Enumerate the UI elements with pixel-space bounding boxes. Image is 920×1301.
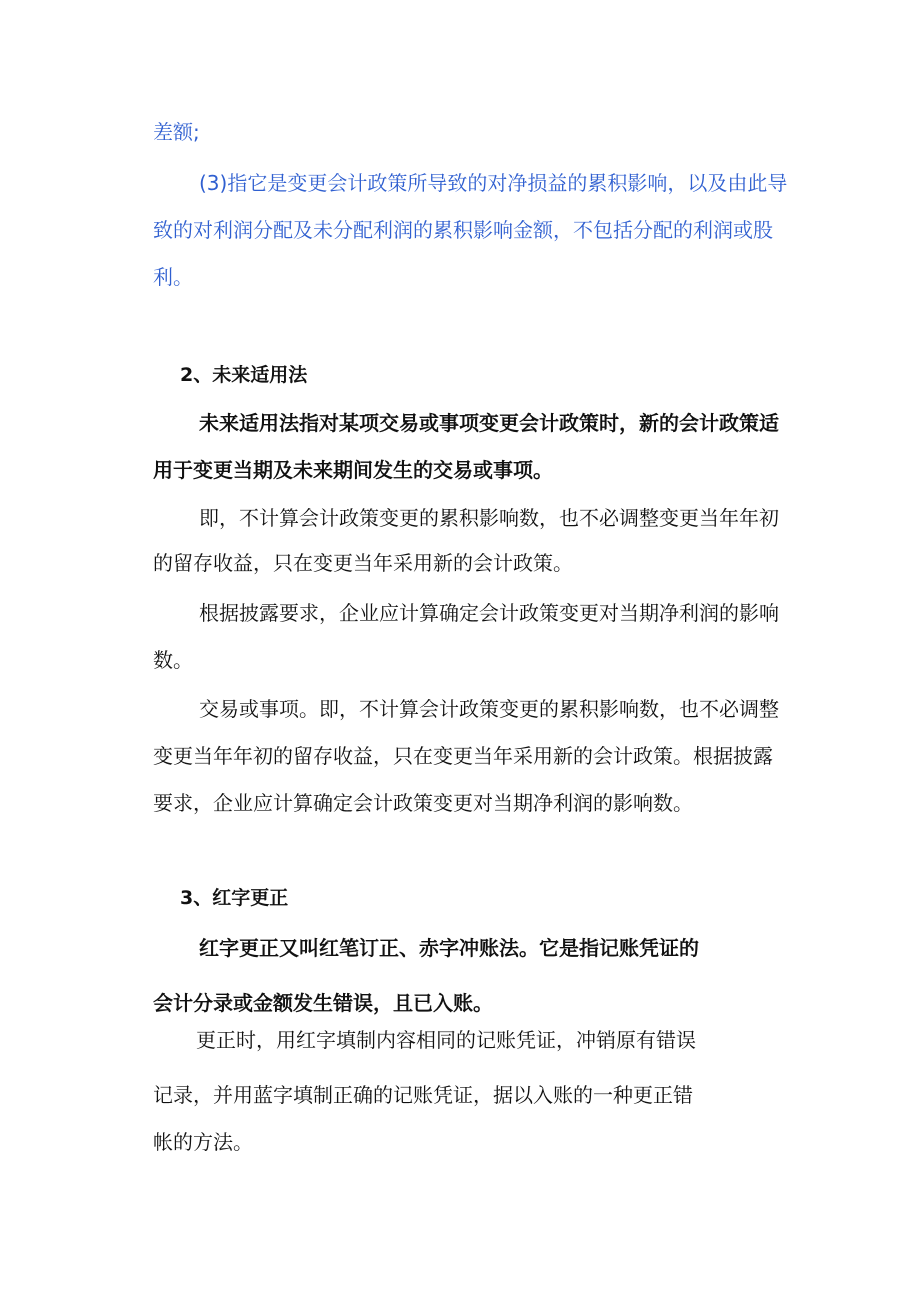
body-text-line: 变更当年年初的留存收益，只在变更当年采用新的会计政策。根据披露 [153, 744, 773, 768]
body-text-line: 交易或事项。即，不计算会计政策变更的累积影响数，也不必调整 [199, 697, 779, 721]
bold-definition-line: 红字更正又叫红笔订正、赤字冲账法。它是指记账凭证的 [199, 936, 699, 960]
section-heading: 3、红字更正 [180, 887, 289, 909]
blue-text-line: (3)指它是变更会计政策所导致的对净损益的累积影响，以及由此导 [199, 171, 788, 195]
bold-definition-line: 用于变更当期及未来期间发生的交易或事项。 [153, 458, 553, 482]
bold-definition-line: 未来适用法指对某项交易或事项变更会计政策时，新的会计政策适 [199, 411, 779, 435]
body-text-line: 即，不计算会计政策变更的累积影响数，也不必调整变更当年年初 [199, 506, 779, 530]
blue-text-line: 差额; [153, 120, 200, 144]
body-text-line: 的留存收益，只在变更当年采用新的会计政策。 [153, 551, 573, 575]
body-text-line: 记录，并用蓝字填制正确的记账凭证，据以入账的一种更正错 [153, 1083, 693, 1107]
body-text-line: 更正时，用红字填制内容相同的记账凭证，冲销原有错误 [196, 1028, 696, 1052]
section-heading: 2、未来适用法 [180, 364, 308, 386]
body-text-line: 要求，企业应计算确定会计政策变更对当期净利润的影响数。 [153, 791, 693, 815]
body-text-line: 帐的方法。 [153, 1130, 253, 1154]
bold-definition-line: 会计分录或金额发生错误，且已入账。 [153, 991, 493, 1015]
body-text-line: 数。 [153, 648, 193, 672]
blue-text-line: 利。 [153, 265, 193, 289]
body-text-line: 根据披露要求，企业应计算确定会计政策变更对当期净利润的影响 [199, 601, 779, 625]
blue-text-line: 致的对利润分配及未分配利润的累积影响金额，不包括分配的利润或股 [153, 218, 773, 242]
